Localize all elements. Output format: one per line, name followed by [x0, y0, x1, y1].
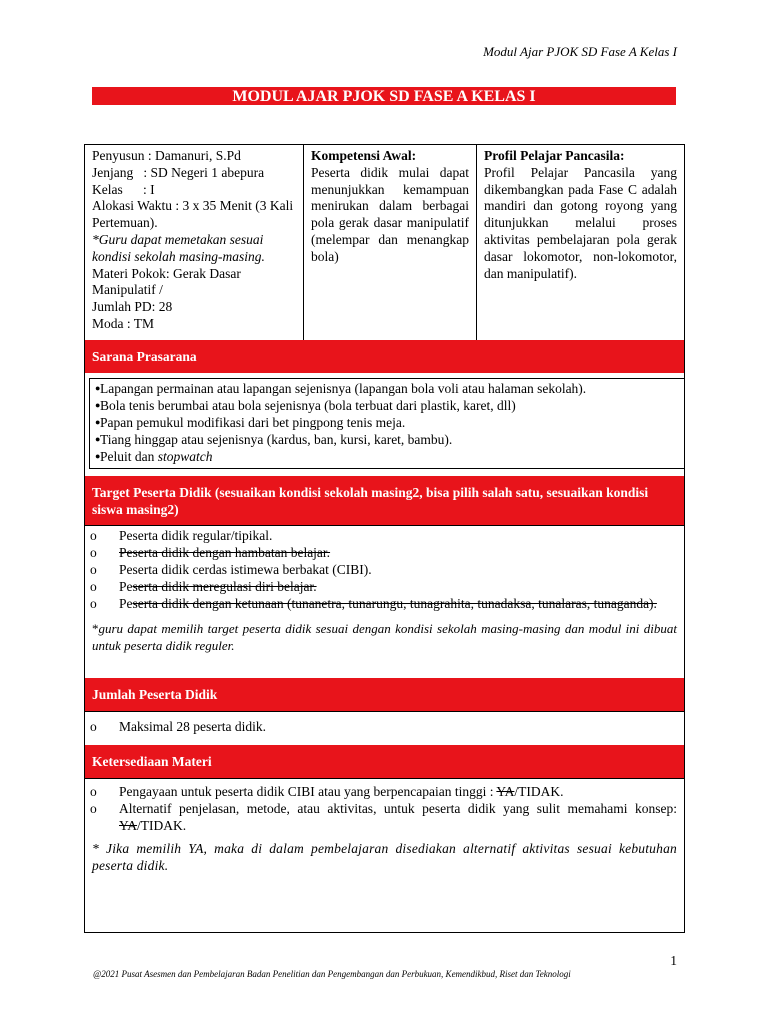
target-heading	[85, 476, 684, 525]
initial-competency-cell	[303, 145, 476, 340]
subject-matter-line: Materi Pokok: Gerak Dasar Manipulatif /	[92, 265, 241, 298]
list-item-text-strike: serta didik dengan ketunaan (tunanetra, tunarungu, tunagrahita, tunadaksa, tunalaras, tunaganda).	[132, 596, 657, 611]
bullet-icon: ●	[95, 417, 101, 427]
list-item-text: Peserta didik regular/tipikal.	[119, 528, 273, 543]
list-item-text: Bola tenis berumbai atau bola sejenisnya (bola terbuat dari plastik, karet, dll)	[100, 398, 516, 413]
author-line: Penyusun : Damanuri, S.Pd	[92, 148, 241, 163]
initial-competency-text: Peserta didik mulai dapat menunjukkan kemampuan menirukan dalam berbagai pola gerak dasar manipulatif (melempar dan menangkap bola)	[311, 164, 469, 264]
sarana-list	[89, 378, 684, 469]
list-marker: o	[90, 596, 97, 611]
list-item	[85, 561, 684, 578]
list-marker: o	[90, 528, 97, 543]
list-item-text-plain: Alternatif penjelasan, metode, atau aktivitas, untuk peserta didik yang sulit memahami konsep:	[119, 801, 680, 816]
list-marker: o	[90, 579, 97, 594]
list-item	[95, 414, 684, 431]
list-item	[95, 380, 684, 397]
list-marker: o	[90, 545, 97, 560]
list-item-text	[119, 800, 684, 834]
list-item	[95, 397, 684, 414]
note-asterisk: *	[92, 621, 99, 636]
list-item-text-plain: Peluit dan	[100, 449, 158, 464]
list-item-text: Lapangan permainan atau lapangan sejenisnya (lapangan bola voli atau halaman sekolah).	[100, 381, 587, 396]
list-item-text-strike: YA	[496, 784, 515, 799]
jumlah-heading-text: Jumlah Peserta Didik	[92, 686, 218, 702]
bullet-icon: ●	[95, 383, 101, 393]
ketersediaan-section	[85, 778, 684, 933]
list-item-text	[100, 448, 213, 465]
list-marker: o	[90, 719, 97, 734]
jumlah-heading	[85, 678, 684, 711]
list-item-text	[119, 595, 684, 612]
list-item	[85, 595, 684, 612]
list-item-text: Maksimal 28 peserta didik.	[119, 719, 266, 734]
list-item-text-end: /TIDAK.	[137, 818, 187, 833]
list-item-text: Peserta didik cerdas istimewa berbakat (CIBI).	[119, 562, 372, 577]
target-note	[85, 620, 684, 654]
list-item	[95, 448, 684, 465]
list-item	[85, 578, 684, 595]
footer-copyright: @2021 Pusat Asesmen dan Pembelajaran Badan Penelitian dan Pengembangan dan Perbukuan, Kemendikbud, Riset dan Teknologi	[93, 969, 571, 979]
document-title: MODUL AJAR PJOK SD FASE A KELAS I	[92, 87, 676, 105]
student-count-line: Jumlah PD: 28	[92, 299, 173, 315]
list-item-text-plain: Pengayaan untuk peserta didik CIBI atau yang berpencapaian tinggi :	[119, 784, 497, 799]
sarana-section	[85, 340, 684, 476]
list-item	[85, 718, 684, 735]
pancasila-profile-text: Profil Pelajar Pancasila yang dikembangkan pada Fase C adalah mandiri dan gotong royong yang ditunjukkan melalui proses aktivitas pembelajaran pola gerak dasar lokomotor, non-lokomotor, dan manipulatif).	[484, 164, 677, 281]
list-marker: o	[90, 801, 97, 816]
mode-line: Moda : TM	[92, 315, 155, 331]
list-item	[85, 783, 684, 800]
list-item-text	[119, 783, 684, 800]
class-line: Kelas : I	[92, 181, 155, 197]
teacher-note-line: *Guru dapat memetakan sesuai kondisi sekolah masing-masing.	[92, 231, 265, 264]
bullet-icon: ●	[95, 434, 101, 444]
ketersediaan-note: * Jika memilih YA, maka di dalam pembelajaran disediakan alternatif aktivitas sesuai kebutuhan peserta didik.	[92, 841, 677, 873]
initial-competency-heading: Kompetensi Awal:	[311, 148, 417, 163]
list-item	[85, 527, 684, 544]
list-item-text-plain: Pe	[119, 596, 133, 611]
sarana-heading-text: Sarana Prasarana	[92, 348, 197, 364]
list-item-text-strike: serta didik meregulasi diri belajar.	[132, 579, 317, 594]
list-item-text	[119, 578, 684, 595]
info-row	[85, 145, 684, 341]
page-number: 1	[670, 953, 677, 968]
time-allocation-line: Alokasi Waktu : 3 x 35 Menit (3 Kali Pertemuan).	[92, 198, 294, 231]
list-item	[85, 544, 684, 561]
pancasila-profile-cell	[476, 145, 684, 340]
list-item-text-end: /TIDAK.	[514, 784, 564, 799]
bullet-icon: ●	[95, 400, 101, 410]
list-item-text: Peserta didik dengan hambatan belajar.	[119, 545, 331, 560]
bullet-icon: ●	[95, 451, 101, 461]
level-line: Jenjang : SD Negeri 1 abepura	[92, 164, 265, 180]
list-item	[85, 800, 684, 834]
list-item-text: Tiang hinggap atau sejenisnya (kardus, ban, kursi, karet, bambu).	[100, 432, 453, 447]
ketersediaan-heading	[85, 745, 684, 778]
author-info-cell	[85, 145, 303, 340]
list-item-text: Papan pemukul modifikasi dari bet pingpong tenis meja.	[100, 415, 406, 430]
ketersediaan-heading-text: Ketersediaan Materi	[92, 753, 212, 769]
pancasila-profile-heading: Profil Pelajar Pancasila:	[484, 148, 625, 163]
module-table	[84, 144, 685, 933]
target-heading-text: Target Peserta Didik (sesuaikan kondisi sekolah masing2, bisa pilih salah satu, sesuaikan kondisi siswa masing2)	[92, 484, 649, 517]
list-item	[95, 431, 684, 448]
list-item-text-plain: Pe	[119, 579, 133, 594]
list-marker: o	[90, 562, 97, 577]
list-item-text-strike: YA	[119, 818, 138, 833]
list-marker: o	[90, 784, 97, 799]
running-header: Modul Ajar PJOK SD Fase A Kelas I	[483, 44, 677, 59]
list-item-text-italic: stopwatch	[157, 449, 213, 464]
target-section	[85, 525, 684, 678]
jumlah-section	[85, 711, 684, 745]
note-text: guru dapat memilih target peserta didik sesuai dengan kondisi sekolah masing-masing dan modul ini dibuat untuk peserta didik reguler.	[92, 621, 677, 653]
